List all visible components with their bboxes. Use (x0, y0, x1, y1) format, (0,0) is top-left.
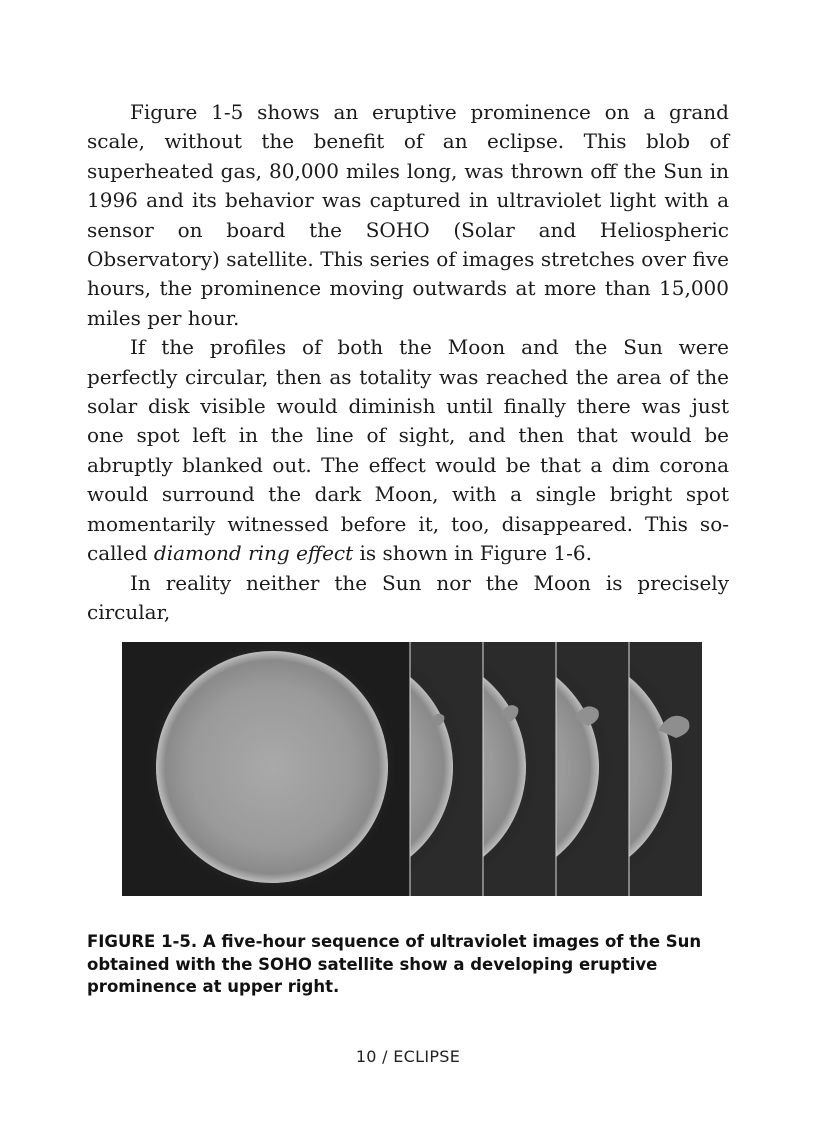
paragraph-2-text-a: If the profiles of both the Moon and the Sun were perfectly circular, then as totality was reached the area of the solar disk visible would diminish until finally there was just one spot left in the line of sight, and then that would be abruptly blanked out. The effect would be that a dim corona would surround the dark Moon, with a single bright spot momentarily witnessed before it, too, disappeared. This so-called (87, 335, 729, 566)
body-text (87, 98, 729, 627)
sun-frame-1 (122, 642, 410, 896)
paragraph-2-text-b: is shown in Figure 1-6. (353, 541, 592, 566)
sun-sequence-image (122, 642, 702, 896)
figure-sun-sequence (122, 642, 702, 896)
figure-caption: FIGURE 1-5. A five-hour sequence of ultraviolet images of the Sun obtained with the SOHO satellite show a developing eruptive prominence at upper right. (87, 932, 702, 996)
paragraph-2 (87, 333, 729, 568)
paragraph-1: Figure 1-5 shows an eruptive prominence on a grand scale, without the benefit of an eclipse. This blob of superheated gas, 80,000 miles long, was thrown off the Sun in 1996 and its behavior was captured in ultraviolet light with a sensor on board the SOHO (Solar and Heliospheric Observatory) satellite. This series of images stretches over five hours, the prominence moving outwards at more than 15,000 miles per hour. (87, 100, 729, 330)
page-footer: 10 / ECLIPSE (355, 1047, 461, 1066)
paragraph-3: In reality neither the Sun nor the Moon is precisely circular, (87, 570, 729, 624)
diamond-ring-term: diamond ring effect (153, 541, 354, 566)
